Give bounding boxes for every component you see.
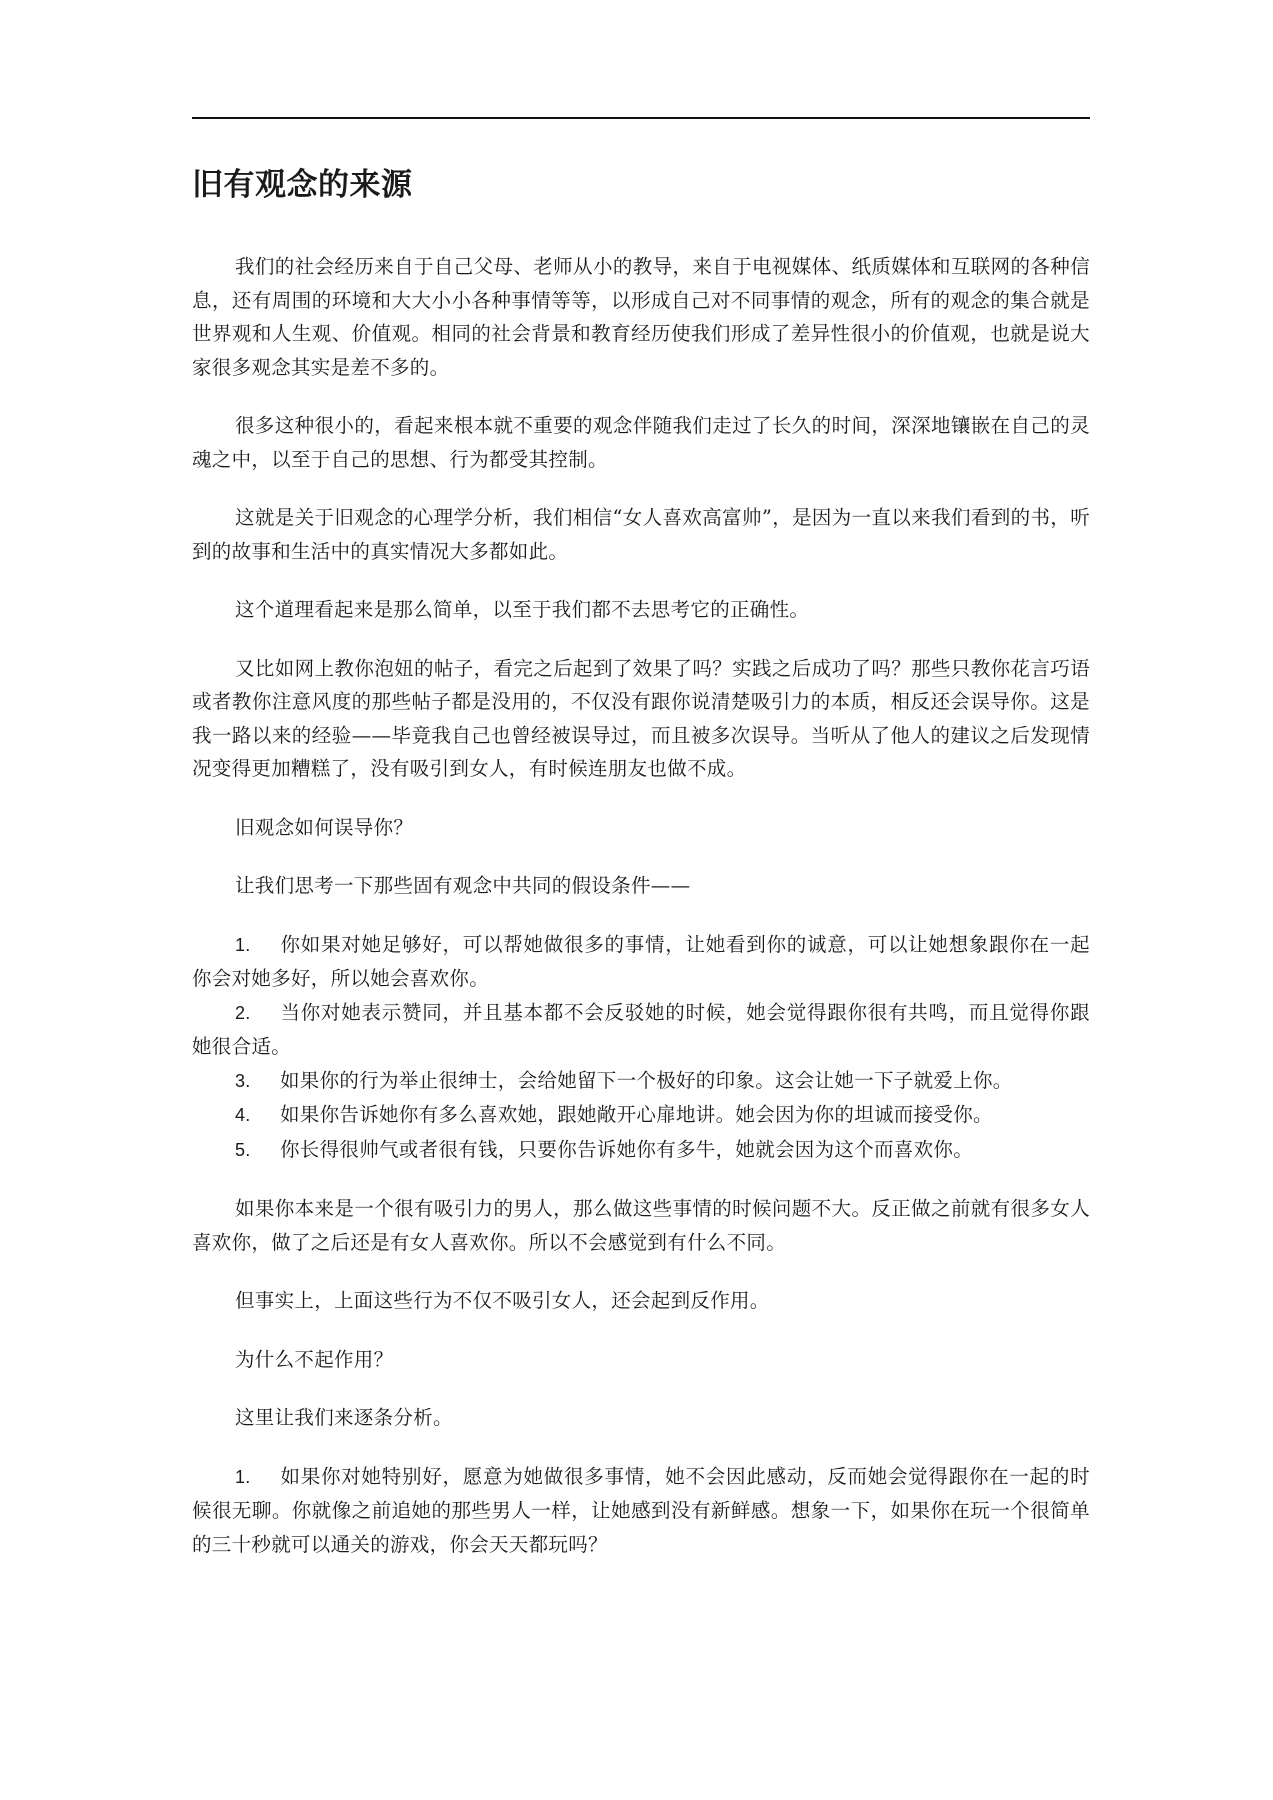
paragraph: 如果你本来是一个很有吸引力的男人，那么做这些事情的时候问题不大。反正做之前就有很多女人喜欢你，做了之后还是有女人喜欢你。所以不会感觉到有什么不同。 [192,1197,1090,1254]
list-item-number: 1. [235,934,251,955]
paragraph: 让我们思考一下那些固有观念中共同的假设条件—— [235,874,691,897]
list-item [192,1133,1090,1168]
document-body [192,162,1090,1586]
list-item [192,1098,1090,1133]
list-item-text: 你长得很帅气或者很有钱，只要你告诉她你有多牛，她就会因为这个而喜欢你。 [280,1137,974,1161]
list-item-number: 1. [235,1466,251,1487]
paragraph: 这就是关于旧观念的心理学分析，我们相信“女人喜欢高富帅”，是因为一直以来我们看到的书，听到的故事和生活中的真实情况大多都如此。 [192,506,1090,563]
assumptions-list [192,928,1090,1168]
paragraph: 很多这种很小的，看起来根本就不重要的观念伴随我们走过了长久的时间，深深地镶嵌在自己的灵魂之中，以至于自己的思想、行为都受其控制。 [192,414,1090,471]
paragraph: 又比如网上教你泡妞的帖子，看完之后起到了效果了吗？实践之后成功了吗？那些只教你花言巧语或者教你注意风度的那些帖子都是没用的，不仅没有跟你说清楚吸引力的本质，相反还会误导你。这是我一路以来的经验——毕竟我自己也曾经被误导过，而且被多次误导。当听从了他人的建议之后发现情况变得更加糟糕了，没有吸引到女人，有时候连朋友也做不成。 [192,656,1090,780]
section-question: 为什么不起作用？ [235,1347,394,1371]
list-item-text: 当你对她表示赞同，并且基本都不会反驳她的时候，她会觉得跟你很有共鸣，而且觉得你跟她很合适。 [192,1000,1090,1058]
analysis-list [192,1460,1090,1562]
list-item-text: 如果你的行为举止很绅士，会给她留下一个极好的印象。这会让她一下子就爱上你。 [280,1068,1013,1092]
list-item-number: 4. [235,1105,251,1125]
list-item-text: 如果你对她特别好，愿意为她做很多事情，她不会因此感动，反而她会觉得跟你在一起的时候很无聊。你就像之前追她的那些男人一样，让她感到没有新鲜感。想象一下，如果你在玩一个很简单的三十秒就可以通关的游戏，你会天天都玩吗？ [192,1464,1090,1556]
list-item [192,1064,1090,1099]
list-item [192,1460,1090,1562]
list-item-text: 如果你告诉她你有多么喜欢她，跟她敞开心扉地讲。她会因为你的坦诚而接受你。 [280,1103,993,1126]
list-item-text: 你如果对她足够好，可以帮她做很多的事情，让她看到你的诚意，可以让她想象跟你在一起你会对她多好，所以她会喜欢你。 [192,932,1090,990]
list-item-number: 2. [235,1002,251,1023]
paragraph: 这里让我们来逐条分析。 [235,1406,453,1429]
list-item [192,996,1090,1064]
list-item [192,928,1090,996]
list-item-number: 5. [235,1139,251,1160]
paragraph: 我们的社会经历来自于自己父母、老师从小的教导，来自于电视媒体、纸质媒体和互联网的各种信息，还有周围的环境和大大小小各种事情等等，以形成自己对不同事情的观念，所有的观念的集合就是世界观和人生观、价值观。相同的社会背景和教育经历使我们形成了差异性很小的价值观，也就是说大家很多观念其实是差不多的。 [192,255,1090,379]
paragraph: 这个道理看起来是那么简单，以至于我们都不去思考它的正确性。 [235,598,810,621]
list-item-number: 3. [235,1070,251,1091]
paragraph: 但事实上，上面这些行为不仅不吸引女人，还会起到反作用。 [235,1289,770,1312]
section-question: 旧观念如何误导你？ [235,815,414,839]
document-title: 旧有观念的来源 [192,167,413,203]
header-rule [192,117,1090,119]
